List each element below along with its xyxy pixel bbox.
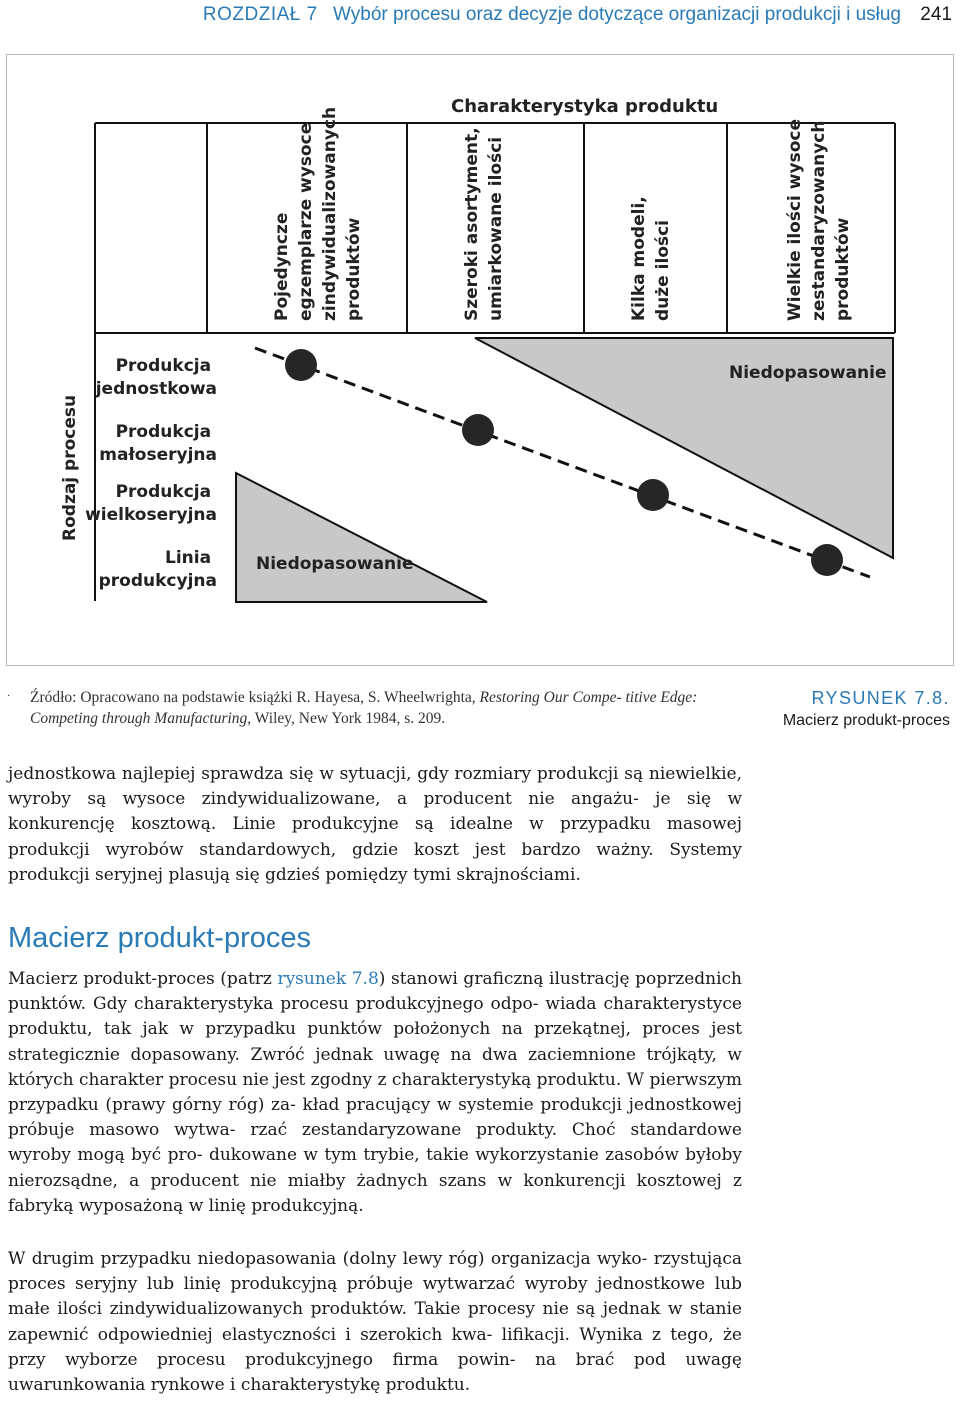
mismatch-triangle-bottom-left	[236, 473, 487, 602]
svg-text:Kilka modeli, duże ilo	[629, 190, 673, 321]
fit-point-job-shop	[285, 349, 317, 381]
column-header-3-line-1: Kilka modeli,	[629, 196, 649, 321]
figure-reference-link[interactable]: rysunek 7.8	[277, 969, 379, 989]
fit-point-large-batch	[637, 479, 669, 511]
figure-source	[30, 687, 742, 729]
fit-point-small-batch	[462, 414, 494, 446]
column-header-1-line-3: zindywidualizowanych	[320, 106, 340, 321]
column-header-4-line-1: Wielkie ilości wysoce	[785, 119, 805, 321]
process-type-title: Rodzaj procesu	[60, 394, 80, 541]
svg-text:Wielkie ilości wysoce	[785, 113, 853, 321]
row-header-1-line-1: Produkcja	[115, 356, 212, 376]
column-header-1-line-4: produktów	[344, 217, 364, 321]
source-book-title: Restoring Our Compe- titive Edge: Competing through Manufacturing	[30, 689, 698, 727]
body-paragraph-1: jednostkowa najlepiej sprawdza się w sytuacji, gdy rozmiary produkcji są niewielkie, wyroby są wysoce zindywidualizowane, a producent nie angażu- je się w konkurencję kosztową. Linie produkcyjne są idealne w przypadku masowej produkcji wyrobów standardowych, gdzie koszt jest bardzo ważny. Systemy produkcji seryjnej plasują się gdzieś pomiędzy tymi skrajnościami.	[8, 764, 742, 885]
row-header-2-line-2: małoseryjna	[99, 445, 217, 465]
column-header-1	[272, 101, 364, 321]
product-characteristic-title: Charakterystyka produktu	[451, 96, 719, 117]
source-prefix: Źródło: Opracowano na podstawie książki R. Hayesa, S. Wheelwrighta,	[30, 689, 480, 706]
column-header-4	[785, 113, 853, 321]
column-header-3-line-2: duże ilości	[653, 220, 673, 321]
row-header-3-line-2: wielkoseryjna	[85, 505, 217, 525]
mismatch-label-top: Niedopasowanie	[729, 363, 887, 383]
column-header-1-line-2: egzemplarze wysoce	[296, 122, 316, 321]
row-header-2-line-1: Produkcja	[115, 422, 212, 442]
row-header-3-line-1: Produkcja	[115, 482, 212, 502]
bullet-dot: .	[7, 688, 11, 699]
body-paragraph-2	[8, 967, 742, 1219]
body-paragraph-3: W drugim przypadku niedopasowania (dolny lewy róg) organizacja wyko- rzystująca proces seryjny lub linię produkcyjną próbuje wytwarzać wyroby jednostkowe lub małe ilości zindywidualizowanych produktów. Takie procesy nie są jednak w stanie zapewnić odpowiedniej elastyczności i szerokich kwa- lifikacji. Wynika z tego, że przy wyborze procesu produkcyjnego firma powin- na brać pod uwagę uwarunkowania rynkowe i charakterystykę produktu.	[8, 1249, 742, 1396]
row-header-3	[85, 482, 217, 525]
mismatch-label-bottom: Niedopasowanie	[256, 554, 414, 574]
running-header	[0, 4, 952, 26]
svg-text:Pojedyncze egzemplarze	[272, 101, 364, 321]
column-header-3	[629, 190, 673, 321]
figure-label: RYSUNEK 7.8.	[811, 688, 950, 708]
column-header-2	[462, 122, 506, 322]
row-header-2	[99, 422, 217, 465]
row-header-4-line-2: produkcyjna	[98, 571, 217, 591]
svg-text:Szeroki asortyment, um	[462, 122, 506, 322]
fit-point-production-line	[811, 544, 843, 576]
column-header-2-line-2: umiarkowane ilości	[486, 136, 506, 321]
row-header-1	[95, 356, 217, 399]
column-header-2-line-1: Szeroki asortyment,	[462, 127, 482, 321]
page-number: 241	[920, 4, 952, 25]
chapter-title: Wybór procesu oraz decyzje dotyczące organizacji produkcji i usług	[333, 4, 902, 25]
chapter-label: ROZDZIAŁ 7	[202, 4, 318, 25]
row-header-4	[99, 548, 217, 591]
column-header-1-line-1: Pojedyncze	[272, 212, 292, 321]
p2-start: Macierz produkt-proces (patrz	[8, 969, 278, 989]
row-header-1-line-2: jednostkowa	[95, 379, 217, 399]
section-heading: Macierz produkt-proces	[8, 922, 311, 954]
figure-product-process-matrix	[6, 54, 954, 666]
column-header-4-line-3: produktów	[833, 217, 853, 321]
figure-caption: Macierz produkt-proces	[782, 712, 950, 729]
row-header-4-line-1: Linia	[165, 548, 212, 568]
matrix-diagram	[7, 55, 955, 667]
column-header-4-line-2: zestandaryzowanych	[809, 120, 829, 321]
p2-rest: ) stanowi graficzną ilustrację poprzednich punktów. Gdy charakterystyka procesu produkcyjnego odpo- wiada charakterystyce produktu, tak jak w przypadku punktów położonych na przekątnej, proces jest strategicznie dopasowany. Zwróć jednak uwagę na dwa zaciemnione trójkąty, w których charakter procesu nie jest zgodny z charakterystyką produktu. W pierwszym przypadku (prawy górny róg) za- kład pracujący w systemie produkcji jednostkowej próbuje masowo wytwa- rzać zestandaryzowane produkty. Choć standardowe wyroby mogą być pro- dukowane w tym trybie, takie wykorzystanie zasobów byłoby nierozsądne, a producent nie miałby żadnych szans w konkurencji kosztowej z fabryką wyposażoną w linię produkcyjną.	[8, 969, 743, 1216]
source-suffix: , Wiley, New York 1984, s. 209.	[247, 710, 446, 727]
